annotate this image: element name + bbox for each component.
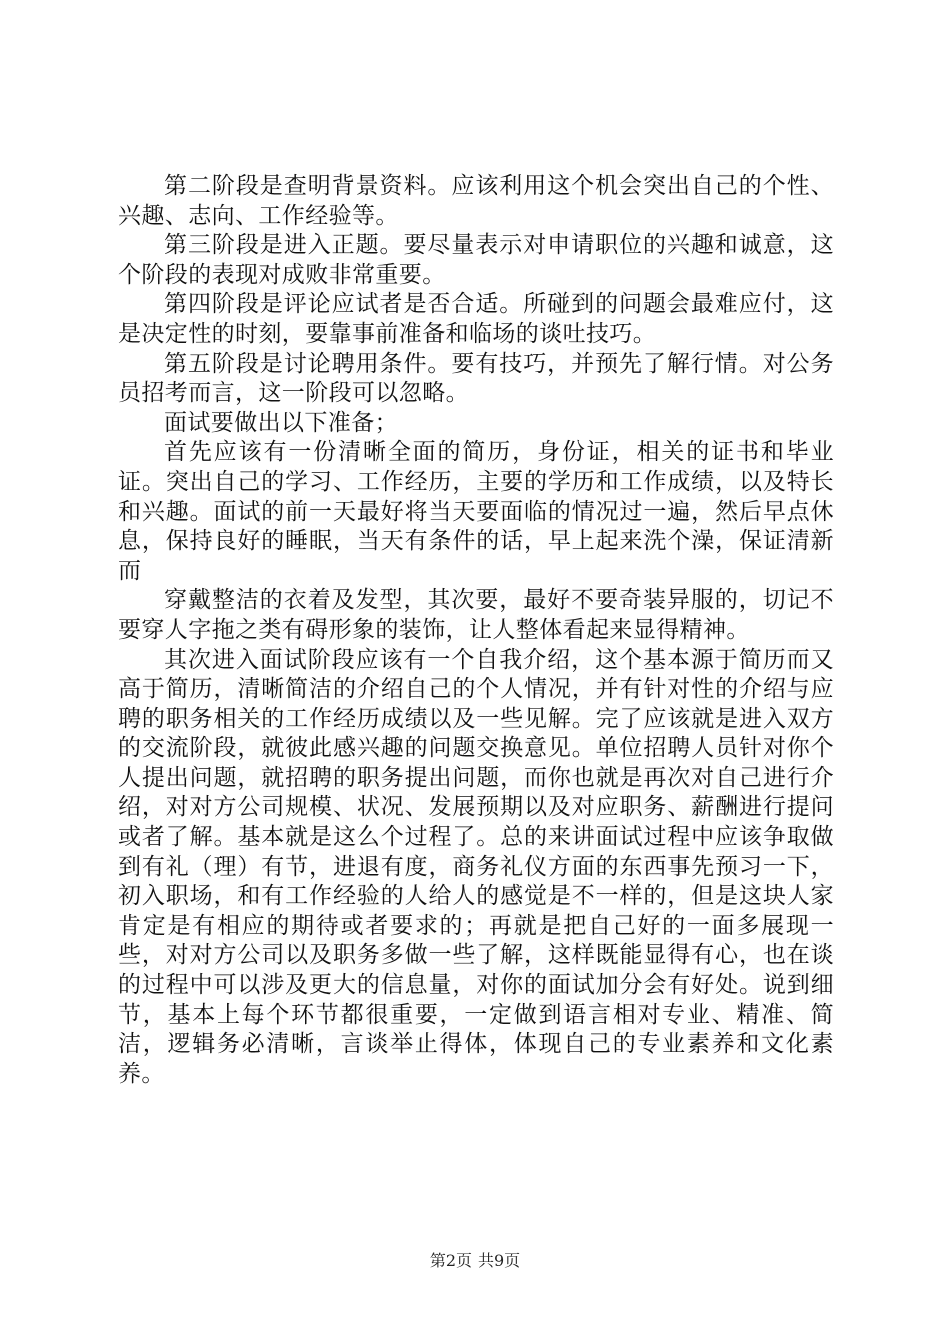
paragraph-stage-two: 第二阶段是查明背景资料。应该利用这个机会突出自己的个性、兴趣、志向、工作经验等。 <box>118 173 834 229</box>
paragraph-stage-five: 第五阶段是讨论聘用条件。要有技巧，并预先了解行情。对公务员招考而言，这一阶段可以忽略。 <box>118 350 834 407</box>
paragraph-stage-four: 第四阶段是评论应试者是否合适。所碰到的问题会最难应付，这是决定性的时刻，要靠事前准备和临场的谈吐技巧。 <box>118 291 834 347</box>
page-number: 第2页 <box>429 1251 472 1270</box>
paragraph-resume: 首先应该有一份清晰全面的简历，身份证，相关的证书和毕业证。突出自己的学习、工作经历，主要的学历和工作成绩，以及特长和兴趣。面试的前一天最好将当天要面临的情况过一遍，然后早点休息，保持良好的睡眠，当天有条件的话，早上起来洗个澡，保证清新而 <box>118 439 834 584</box>
paragraph-attire: 穿戴整洁的衣着及发型，其次要，最好不要奇装异服的，切记不要穿人字拖之类有碍形象的装饰，让人整体看起来显得精神。 <box>118 587 834 643</box>
document-body <box>118 172 834 1089</box>
page-total: 共9页 <box>478 1251 521 1270</box>
paragraph-preparation-heading: 面试要做出以下准备； <box>164 409 398 436</box>
page-footer <box>0 1248 950 1271</box>
paragraph-stage-three: 第三阶段是进入正题。要尽量表示对申请职位的兴趣和诚意，这个阶段的表现对成败非常重要。 <box>118 232 834 288</box>
paragraph-interview-process: 其次进入面试阶段应该有一个自我介绍，这个基本源于简历而又高于简历，清晰简洁的介绍自己的个人情况，并有针对性的介绍与应聘的职务相关的工作经历成绩以及一些见解。完了应该就是进入双方的交流阶段，就彼此感兴趣的问题交换意见。单位招聘人员针对你个人提出问题，就招聘的职务提出问题，而你也就是再次对自己进行介绍，对对方公司规模、状况、发展预期以及对应职务、薪酬进行提问或者了解。基本就是这么个过程了。总的来讲面试过程中应该争取做到有礼（理）有节，进退有度，商务礼仪方面的东西事先预习一下，初入职场，和有工作经验的人给人的感觉是不一样的，但是这块人家肯定是有相应的期待或者要求的；再就是把自己好的一面多展现一些，对对方公司以及职务多做一些了解，这样既能显得有心，也在谈的过程中可以涉及更大的信息量，对你的面试加分会有好处。说到细节，基本上每个环节都很重要，一定做到语言相对专业、精准、简洁，逻辑务必清晰，言谈举止得体，体现自己的专业素养和文化素养。 <box>118 646 834 1087</box>
